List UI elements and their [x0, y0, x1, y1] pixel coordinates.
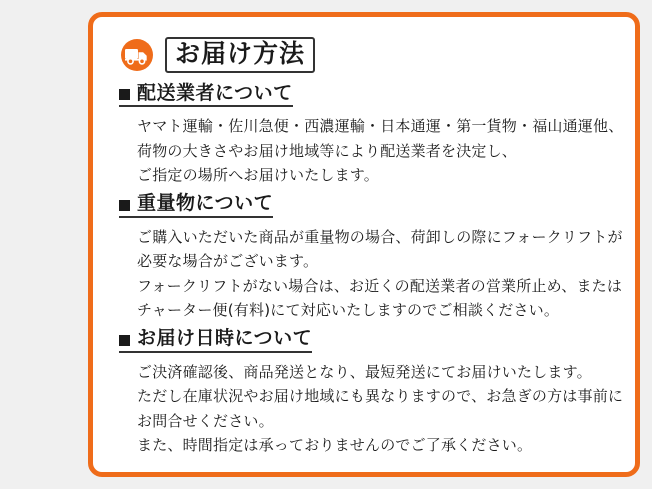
section-heavy-goods-heading: [119, 193, 273, 218]
body-line: チャーター便(有料)にて対応いたしますのでご相談ください。: [137, 300, 560, 319]
panel-header: [119, 37, 613, 73]
body-line: フォークリフトがない場合は、お近くの配送業者の営業所止め、または: [137, 276, 623, 295]
delivery-truck-icon: [119, 39, 155, 71]
square-bullet-icon: [119, 200, 130, 211]
body-line: 必要な場合がございます。: [137, 252, 319, 271]
square-bullet-icon: [119, 335, 130, 346]
section-delivery-datetime-heading: [119, 328, 312, 353]
body-line: ヤマト運輸・佐川急便・西濃運輸・日本通運・第一貨物・福山通運他、: [137, 117, 624, 136]
section-delivery-datetime-title: お届け日時について: [137, 327, 313, 350]
page-title: お届け方法: [165, 37, 315, 73]
section-carrier: [119, 81, 624, 188]
section-heavy-goods-title: 重量物について: [137, 192, 274, 215]
section-delivery-datetime-body: [137, 360, 624, 457]
body-line: 荷物の大きさやお届け地域等により配送業者を決定し、: [137, 141, 518, 160]
body-line: お問合せください。: [137, 411, 274, 430]
section-carrier-body: [137, 114, 624, 187]
body-line: ご指定の場所へお届けいたします。: [137, 165, 380, 184]
panel-content: [93, 17, 635, 472]
square-bullet-icon: [119, 89, 130, 100]
body-line: また、時間指定は承っておりませんのでご了承ください。: [137, 436, 533, 454]
body-line: ご決済確認後、商品発送となり、最短発送にてお届けいたします。: [137, 363, 592, 382]
body-line: ご購入いただいた商品が重量物の場合、荷卸しの際にフォークリフトが: [137, 228, 623, 247]
section-carrier-title: 配送業者について: [137, 81, 293, 104]
section-delivery-datetime: [119, 327, 624, 457]
shipping-info-panel: [88, 12, 640, 477]
section-carrier-heading: [119, 83, 293, 108]
body-line: ただし在庫状況やお届け地域にも異なりますので、お急ぎの方は事前に: [137, 387, 624, 406]
section-heavy-goods-body: [137, 225, 623, 322]
section-heavy-goods: [119, 192, 623, 322]
